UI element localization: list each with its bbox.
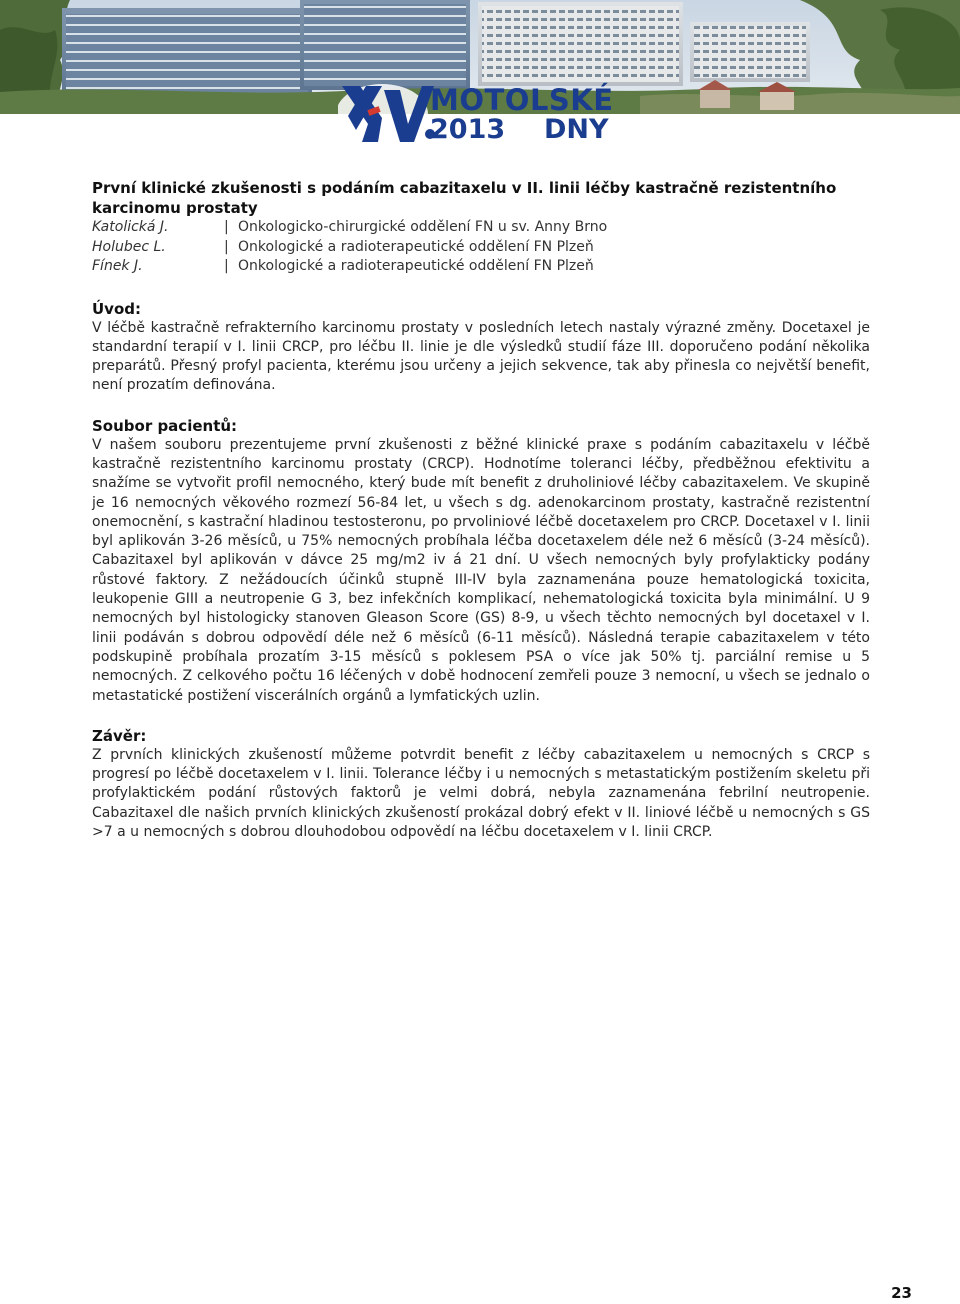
motolske-dny-logo xyxy=(338,80,630,148)
author-row xyxy=(92,218,870,238)
section-introduction xyxy=(92,299,870,396)
author-row xyxy=(92,238,870,258)
section-heading: Soubor pacientů: xyxy=(92,416,238,435)
author-name: Fínek J. xyxy=(92,258,143,274)
author-row xyxy=(92,257,870,277)
section-heading: Úvod: xyxy=(92,299,141,318)
logo-title: MOTOLSKÉ xyxy=(430,83,614,117)
page-number: 23 xyxy=(891,1284,912,1302)
article-title: První klinické zkušenosti s podáním cabazitaxelu v II. linii léčby kastračně rezistentního karcinomu prostaty xyxy=(92,179,837,217)
author-separator: | xyxy=(224,238,229,255)
logo-year: 2013 xyxy=(430,114,506,145)
section-body: Z prvních klinických zkušeností můžeme potvrdit benefit z léčby cabazitaxelem u nemocných s CRCP s progresí po léčbě docetaxelem v I. linii. Tolerance léčby i u nemocných s metastatickým postižením skeletu při profylaktickém podání růstových faktorů je velmi dobrá, nebyla zaznamenána febrilní neutropenie. Cabazitaxel dle našich prvních klinických zkušeností prokázal dobrý efekt v II. liniové léčbě u nemocných s GS >7 a u nemocných s dobrou dlouhodobou odpovědí na léčbu docetaxelem v I. linii CRCP. xyxy=(92,746,870,841)
author-separator: | xyxy=(224,258,229,274)
xv-roman-numeral-mark xyxy=(338,80,438,148)
section-conclusion xyxy=(92,726,870,842)
author-affiliation: Onkologické a radioterapeutické oddělení FN Plzeň xyxy=(238,258,594,274)
author-separator: | xyxy=(224,219,229,235)
logo-subtitle: DNY xyxy=(544,114,609,145)
author-affiliation: Onkologické a radioterapeutické oddělení FN Plzeň xyxy=(238,238,594,255)
section-heading: Závěr: xyxy=(92,726,147,745)
author-name: Holubec L. xyxy=(92,238,166,255)
section-patients xyxy=(92,416,870,706)
abstract-article xyxy=(92,178,870,842)
section-body: V našem souboru prezentujeme první zkušenosti z běžné klinické praxe s podáním cabazitaxelu v léčbě kastračně rezistentního karcinomu prostaty (CRCP). Hodnotíme toleranci léčby, předběžnou efektivitu a snažíme se vytvořit profil nemocného, který bude mít benefit z druholiniové léčby cabazitaxelem. Ve skupině je 16 nemocných věkového rozmezí 56-84 let, u všech s dg. adenokarcinom prostaty, kastračně rezistentní onemocnění, s kastrační hladinou testosteronu, po prvoliniové léčbě docetaxelem pro CRCP. Docetaxel v I. linii byl aplikován 3-26 měsíců, u 75% nemocných probíhala léčba docetaxelem déle než 6 měsíců (3-24 měsíců). Cabazitaxel byl aplikován v dávce 25 mg/m2 iv á 21 dní. U všech nemocných byly profylakticky podány růstové faktory. Z nežádoucích účinků stupně III-IV byla zaznamenána pouze hematologická toxicita, leukopenie GIII a neutropenie G 3, bez infekčních komplikací, nehematologická toxicita byla minimální. U 9 nemocných byl histologicky stanoven Gleason Score (GS) 8-9, u všech těchto nemocných byl docetaxel v I. linii podáván s dobrou odpovědí déle než 6 měsíců (6-11 měsíců). Následná terapie cabazitaxelem v této podskupině probíhala prozatím 3-15 měsíců s poklesem PSA o více jak 50% tj. parciální remise u 5 nemocných. Z celkového počtu 16 léčených v době hodnocení zemřeli pouze 3 nemocní, u všech se jednalo o metastatické postižení viscerálních orgánů a lymfatických uzlin. xyxy=(92,436,870,704)
author-list xyxy=(92,218,870,277)
author-name: Katolická J. xyxy=(92,219,169,235)
author-affiliation: Onkologicko-chirurgické oddělení FN u sv. Anny Brno xyxy=(238,219,608,235)
section-body: V léčbě kastračně refrakterního karcinomu prostaty v posledních letech nastaly výrazné změny. Docetaxel je standardní terapií v I. linii CRCP, pro léčbu II. linie je dle výsledků studií fáze III. doporučeno podání několika preparátů. Přesný profyl pacienta, kterému jsou určeny a jejich sekvence, tak aby přinesla co největší benefit, není prozatím definována. xyxy=(92,319,870,394)
